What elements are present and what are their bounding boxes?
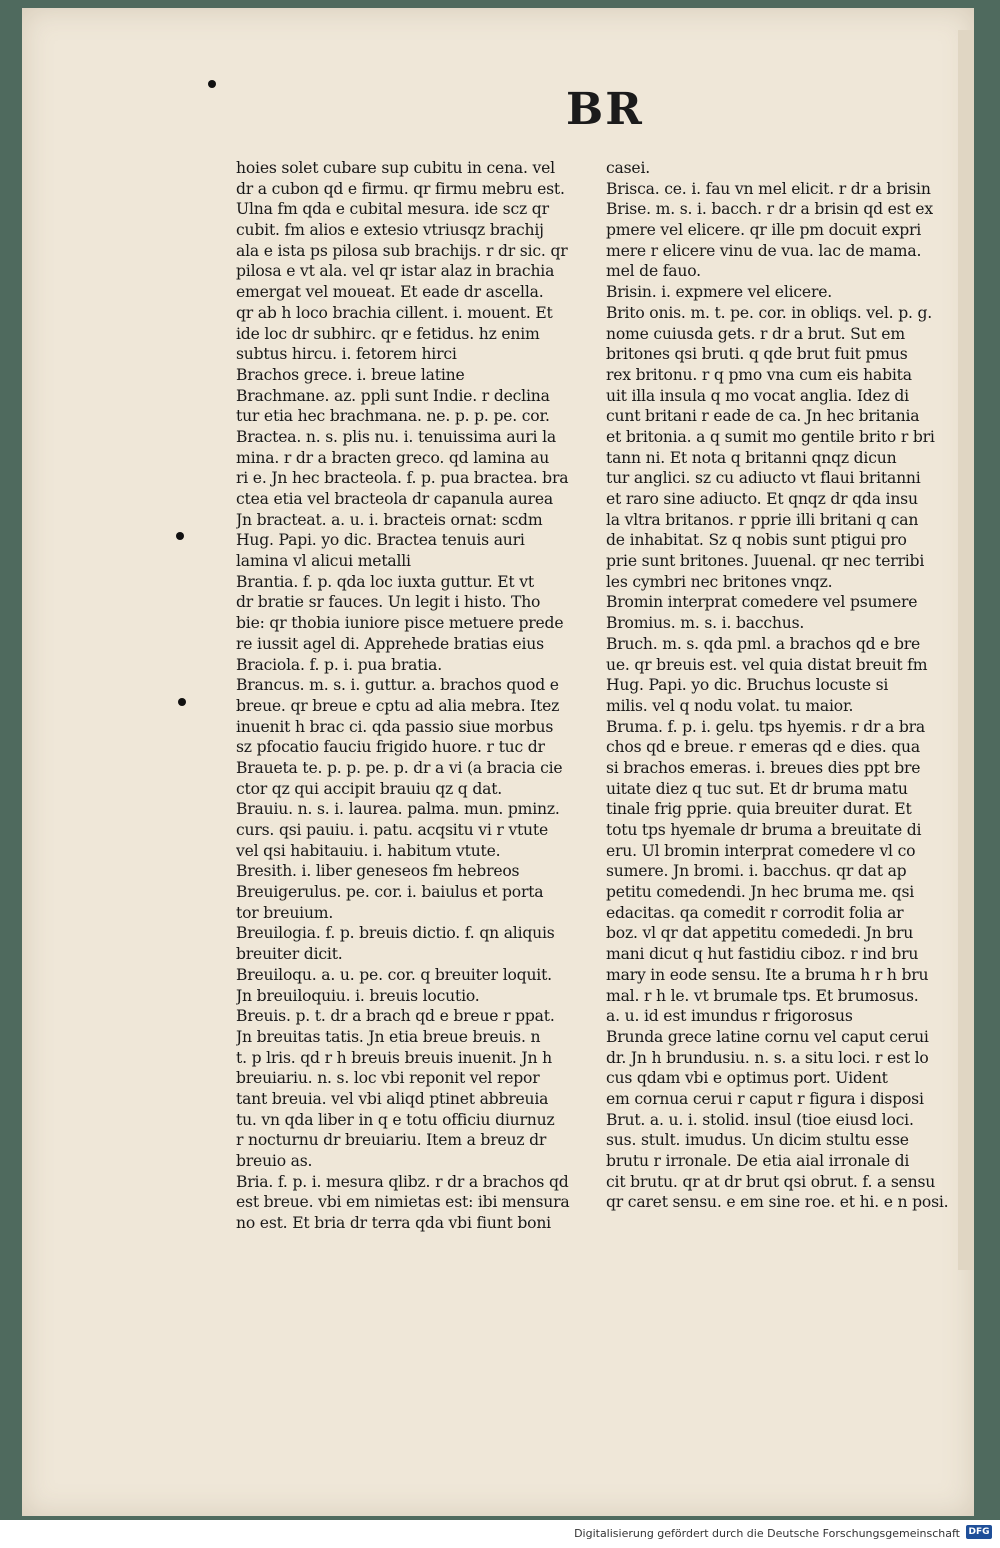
text-line: edacitas. qa comedit r corrodit folia ar: [606, 903, 904, 922]
text-line: a. u. id est imundus r frigorosus: [606, 1007, 853, 1026]
text-line: curs. qsi pauiu. i. patu. acqsitu vi r vtute: [236, 821, 548, 839]
text-line: tann ni. Et nota q britanni qnqz dicun: [606, 448, 897, 467]
text-line: Brisca. ce. i. fau vn mel elicit. r dr a brisin: [606, 179, 931, 198]
text-line: brutu r irronale. De etia aial irronale di: [606, 1152, 910, 1170]
text-line: r nocturnu dr breuiariu. Item a breuz dr: [236, 1131, 547, 1150]
text-line: mina. r dr a bracten greco. qd lamina au: [236, 448, 550, 467]
text-line: ide loc dr subhirc. qr e fetidus. hz enim: [236, 324, 540, 343]
text-line: et raro sine adiucto. Et qnqz dr qda insu: [606, 490, 918, 508]
text-line: subtus hircu. i. fetorem hirci: [236, 345, 457, 364]
footer-credit: Digitalisierung gefördert durch die Deutsche Forschungsgemeinschaft: [574, 1527, 960, 1540]
right-text-column: [606, 158, 964, 1213]
text-line: tant breuia. vel vbi aliqd ptinet abbreuia: [236, 1089, 549, 1108]
text-line: ala e ista ps pilosa sub brachijs. r dr sic. qr: [236, 241, 568, 260]
text-line: t. p lris. qd r h breuis breuis inuenit. Jn h: [236, 1048, 552, 1067]
text-line: tur anglici. sz cu adiucto vt flaui britanni: [606, 469, 921, 488]
text-line: britones qsi bruti. q qde brut fuit pmus: [606, 345, 908, 364]
text-line: et britonia. a q sumit mo gentile brito r bri: [606, 427, 935, 446]
text-line: Hug. Papi. yo dic. Bractea tenuis auri: [236, 531, 525, 550]
text-line: de inhabitat. Sz q nobis sunt ptigui pro: [606, 531, 907, 550]
text-line: no est. Et bria dr terra qda vbi fiunt boni: [236, 1214, 551, 1233]
text-line: Bractea. n. s. plis nu. i. tenuissima auri la: [236, 427, 556, 446]
text-line: chos qd e breue. r emeras qd e dies. qua: [606, 738, 920, 757]
text-line: cunt britani r eade de ca. Jn hec britania: [606, 407, 920, 426]
text-line: milis. vel q nodu volat. tu maior.: [606, 696, 854, 715]
text-line: Braueta te. p. p. pe. p. dr a vi (a bracia cie: [236, 758, 563, 777]
text-line: Bruma. f. p. i. gelu. tps hyemis. r dr a bra: [606, 717, 926, 736]
left-text-column: [236, 158, 598, 1234]
text-line: les cymbri nec britones vnqz.: [606, 572, 833, 591]
text-line: la vltra britanos. r pprie illi britani q can: [606, 510, 919, 529]
text-line: breuiariu. n. s. loc vbi reponit vel repor: [236, 1069, 540, 1088]
text-line: Brut. a. u. i. stolid. insul (tioe eiusd loci.: [606, 1110, 914, 1129]
text-line: Ulna fm qda e cubital mesura. ide scz qr: [236, 200, 549, 219]
text-line: breuiter dicit.: [236, 945, 343, 964]
text-line: prie sunt britones. Juuenal. qr nec terribi: [606, 552, 925, 571]
text-line: Brauiu. n. s. i. laurea. palma. mun. pminz.: [236, 800, 560, 819]
text-line: si brachos emeras. i. breues dies ppt bre: [606, 758, 921, 777]
text-line: re iussit agel di. Apprehede bratias eius: [236, 634, 544, 653]
text-line: pilosa e vt ala. vel qr istar alaz in brachia: [236, 262, 555, 281]
text-line: qr ab h loco brachia cillent. i. mouent. Et: [236, 303, 553, 322]
margin-dot: [178, 698, 186, 706]
text-line: mal. r h le. vt brumale tps. Et brumosus.: [606, 986, 919, 1005]
text-line: uitate diez q tuc sut. Et dr bruma matu: [606, 779, 908, 798]
text-line: Brunda grece latine cornu vel caput cerui: [606, 1027, 929, 1046]
text-line: mere r elicere vinu de vua. lac de mama.: [606, 241, 922, 260]
text-line: sz pfocatio fauciu frigido huore. r tuc dr: [236, 738, 545, 757]
text-line: boz. vl qr dat appetitu comededi. Jn bru: [606, 924, 914, 943]
text-line: Hug. Papi. yo dic. Bruchus locuste si: [606, 676, 889, 695]
text-line: eru. Ul bromin interprat comedere vl co: [606, 841, 916, 860]
text-line: Bruch. m. s. qda pml. a brachos qd e bre: [606, 634, 921, 653]
text-line: bie: qr thobia iuniore pisce metuere prede: [236, 614, 564, 633]
text-line: cubit. fm alios e extesio vtriusqz brachij: [236, 221, 544, 240]
text-line: Breuis. p. t. dr a brach qd e breue r ppat.: [236, 1007, 555, 1026]
text-line: ctea etia vel bracteola dr capanula aurea: [236, 490, 553, 508]
text-line: emergat vel moueat. Et eade dr ascella.: [236, 283, 544, 302]
dfg-logo: DFG: [966, 1525, 992, 1539]
text-line: Brisin. i. expmere vel elicere.: [606, 283, 832, 302]
text-line: Brachmane. az. ppli sunt Indie. r declina: [236, 386, 550, 405]
text-line: vel qsi habitauiu. i. habitum vtute.: [236, 841, 501, 860]
text-line: totu tps hyemale dr bruma a breuitate di: [606, 821, 922, 839]
text-line: cit brutu. qr at dr brut qsi obrut. f. a sensu: [606, 1172, 936, 1191]
text-line: Brancus. m. s. i. guttur. a. brachos quod e: [236, 676, 559, 695]
text-line: dr a cubon qd e firmu. qr firmu mebru est.: [236, 179, 565, 198]
text-line: petitu comedendi. Jn hec bruma me. qsi: [606, 883, 915, 902]
text-line: breue. qr breue e cptu ad alia mebra. Itez: [236, 696, 560, 715]
text-line: Breuigerulus. pe. cor. i. baiulus et porta: [236, 883, 544, 902]
text-line: Jn breuitas tatis. Jn etia breue breuis. n: [236, 1027, 541, 1046]
text-line: ri e. Jn hec bracteola. f. p. pua bractea. bra: [236, 469, 569, 488]
text-line: tu. vn qda liber in q e totu officiu diurnuz: [236, 1110, 555, 1129]
text-line: mel de fauo.: [606, 262, 701, 281]
text-line: Jn bracteat. a. u. i. bracteis ornat: scdm: [236, 510, 543, 529]
text-line: qr caret sensu. e em sine roe. et hi. e n posi.: [606, 1193, 949, 1212]
text-line: cus qdam vbi e optimus port. Uident: [606, 1069, 888, 1088]
margin-dot: [176, 532, 184, 540]
text-line: Breuiloqu. a. u. pe. cor. q breuiter loquit.: [236, 965, 552, 984]
text-line: dr bratie sr fauces. Un legit i histo. Tho: [236, 593, 541, 612]
text-line: Jn breuiloquiu. i. breuis locutio.: [236, 986, 480, 1005]
text-line: Breuilogia. f. p. breuis dictio. f. qn aliquis: [236, 924, 555, 943]
text-line: Bresith. i. liber geneseos fm hebreos: [236, 862, 520, 881]
text-line: pmere vel elicere. qr ille pm docuit expri: [606, 221, 922, 240]
text-line: hoies solet cubare sup cubitu in cena. vel: [236, 159, 555, 177]
text-line: Brachos grece. i. breue latine: [236, 365, 465, 384]
text-line: mani dicut q hut fastidiu ciboz. r ind bru: [606, 945, 919, 964]
text-line: ctor qz qui accipit brauiu qz q dat.: [236, 779, 503, 798]
text-line: sumere. Jn bromi. i. bacchus. qr dat ap: [606, 862, 907, 881]
text-line: ue. qr breuis est. vel quia distat breuit fm: [606, 655, 928, 674]
text-line: dr. Jn h brundusiu. n. s. a situ loci. r est lo: [606, 1048, 929, 1067]
text-line: Brise. m. s. i. bacch. r dr a brisin qd est ex: [606, 200, 933, 219]
text-line: Bromin interprat comedere vel psumere: [606, 593, 918, 612]
text-line: breuio as.: [236, 1152, 313, 1170]
text-line: sus. stult. imudus. Un dicim stultu esse: [606, 1131, 909, 1150]
text-line: casei.: [606, 159, 651, 177]
text-line: tur etia hec brachmana. ne. p. p. pe. cor.: [236, 407, 550, 426]
text-line: tinale frig pprie. quia breuiter durat. Et: [606, 800, 912, 819]
text-line: est breue. vbi em nimietas est: ibi mensura: [236, 1193, 570, 1212]
text-line: lamina vl alicui metalli: [236, 552, 411, 571]
text-line: uit illa insula q mo vocat anglia. Idez di: [606, 386, 909, 405]
margin-dot: [208, 80, 216, 88]
text-line: em cornua cerui r caput r figura i disposi: [606, 1089, 924, 1108]
text-line: rex britonu. r q pmo vna cum eis habita: [606, 365, 912, 384]
text-line: Braciola. f. p. i. pua bratia.: [236, 655, 442, 674]
text-line: mary in eode sensu. Ite a bruma h r h bru: [606, 965, 929, 984]
text-line: tor breuium.: [236, 903, 334, 922]
text-line: Brantia. f. p. qda loc iuxta guttur. Et vt: [236, 572, 534, 591]
text-line: inuenit h brac ci. qda passio siue morbus: [236, 717, 554, 736]
text-line: Brito onis. m. t. pe. cor. in obliqs. vel. p. g.: [606, 303, 933, 322]
text-line: Bromius. m. s. i. bacchus.: [606, 614, 805, 633]
running-head: BR: [566, 84, 644, 135]
text-line: nome cuiusda gets. r dr a brut. Sut em: [606, 324, 905, 343]
text-line: Bria. f. p. i. mesura qlibz. r dr a brachos qd: [236, 1172, 569, 1191]
